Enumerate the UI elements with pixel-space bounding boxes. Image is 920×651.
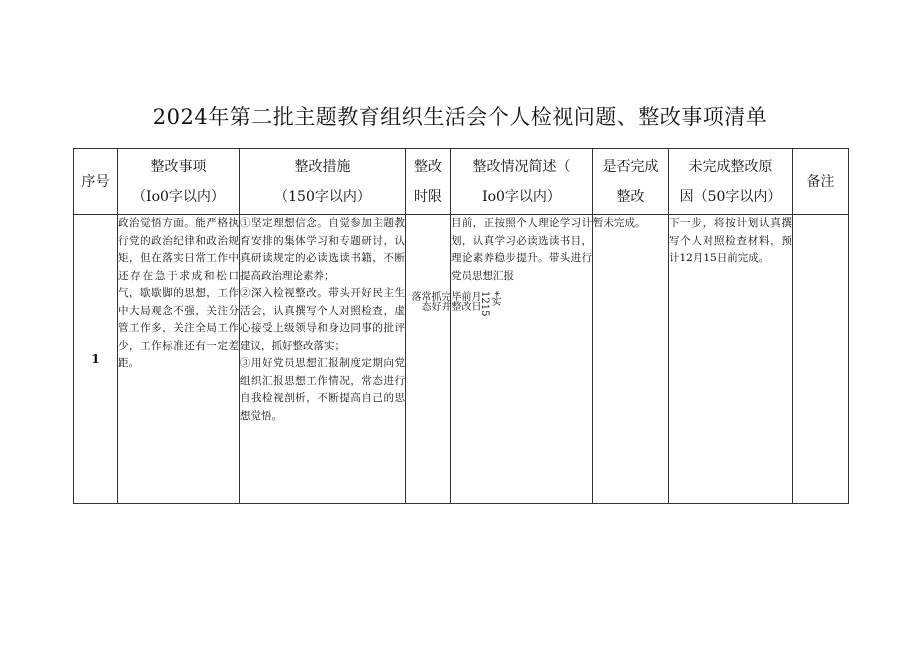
header-issue: 整改事项 （Io0字以内） [118,149,240,215]
row-measure [240,215,406,504]
row-issue: 政治觉悟方面。能严格执行党的政治纪律和政治规矩，但在落实日常工作中还存在急于求成和松口气，歇歇脚的思想，工作中大局观念不强，关注分管工作多，关注全局工作少，工作标准还有一定差距。 [118,215,240,504]
header-measure: 整改措施 （150字以内） [240,149,406,215]
table-header-row [74,149,849,215]
row-deadline [406,215,500,504]
row-reason: 下一步，将按计划认真撰写个人对照检查材料，预计12月15日前完成。 [669,215,793,504]
row-done: 暂未完成。 [593,215,669,504]
measure-item-2: ②深入检视整改。带头开好民主生活会，认真撰写个人对照检查，虚心接受上级领导和身边同事的批评建议，抓好整改落实； [240,287,405,352]
header-brief: 整改情况简述（ Io0字以内） [451,149,593,215]
header-remark: 备注 [793,149,849,215]
header-reason: 未完成整改原 因（50字以内） [669,149,793,215]
rectification-table [73,148,849,504]
deadline-text: *实1215月日前改毕整完并抓好常态落 [409,291,500,317]
measure-item-3: ③用好党员思想汇报制度定期向党组织汇报思想工作情况，常态进行自我检视剖析，不断提高自己的思想觉悟。 [240,357,405,422]
row-remark [793,215,849,504]
header-done: 是否完成 整改 [593,149,669,215]
header-seq: 序号 [74,149,118,215]
row-brief: 目前，正按照个人理论学习计划，认真学习必读选读书目，理论素养稳步提升。带头进行党员思想汇报 [451,215,593,504]
page-title: 2024年第二批主题教育组织生活会个人检视问题、整改事项清单 [152,105,768,129]
measure-item-1: ①坚定理想信念。自觉参加主题教育安排的集体学习和专题研讨，认真研读规定的必读选读书籍，不断提高政治理论素养； [240,217,405,282]
header-deadline: 整改 时限 [406,149,451,215]
row-seq: 1 [74,215,118,504]
table-row [74,215,849,504]
